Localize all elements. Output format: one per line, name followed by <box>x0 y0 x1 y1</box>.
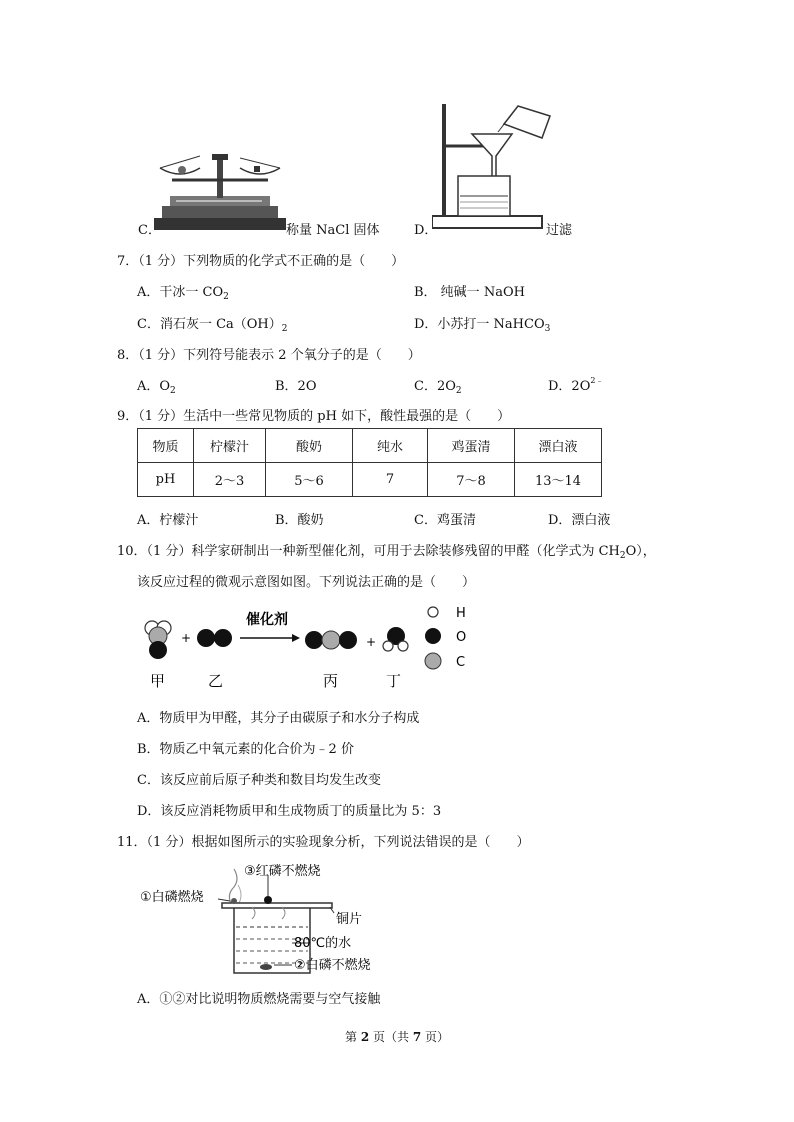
combustion-experiment-diagram <box>138 855 378 980</box>
q8-option-b: B．2O <box>275 379 317 394</box>
q7-option-a: A．干冰一 $CO_2$ <box>137 285 229 302</box>
ph-table-cell: 柠檬汁 <box>194 429 266 463</box>
label-copper-plate: 铜片 <box>336 912 363 927</box>
ph-table-cell: 纯水 <box>353 429 428 463</box>
ph-table-cell: 2～3 <box>194 463 266 497</box>
ph-table-cell: 漂白液 <box>515 429 602 463</box>
legend-c: C <box>456 655 466 670</box>
ph-table-cell: 物质 <box>138 429 194 463</box>
q10-stem-line1: 10．（1 分）科学家研制出一种新型催化剂，可用于去除装修残留的甲醛（化学式为 $CH_2O$）， <box>117 544 656 561</box>
q9-option-a: A．柠檬汁 <box>137 513 199 528</box>
q6-option-c-caption: 称量 NaCl 固体 <box>286 223 380 238</box>
ph-table-value-row <box>138 463 602 497</box>
plus-sign: + <box>366 635 377 649</box>
ph-table-cell: pH <box>138 463 194 497</box>
ph-table-cell: 5～6 <box>266 463 353 497</box>
ph-table-cell: 13～14 <box>515 463 602 497</box>
molecule-reaction-diagram <box>140 598 490 690</box>
q6-option-c-letter: C． <box>138 223 161 238</box>
q10-option-a: A．物质甲为甲醛，其分子由碳原子和水分子构成 <box>137 711 420 726</box>
q10-option-b: B．物质乙中氧元素的化合价为﹣2 价 <box>137 742 354 757</box>
legend-h: H <box>456 606 466 621</box>
q11-option-a: A．①②对比说明物质燃烧需要与空气接触 <box>137 992 381 1007</box>
filtration-image <box>432 104 562 232</box>
q10-option-d: D．该反应消耗物质甲和生成物质丁的质量比为 5：3 <box>137 804 442 819</box>
q6-option-d-caption: 过滤 <box>546 223 573 238</box>
ph-table-cell: 7 <box>353 463 428 497</box>
total-pages: 7 <box>412 1030 422 1044</box>
ph-table-cell: 酸奶 <box>266 429 353 463</box>
label-ding: 丁 <box>386 672 402 690</box>
q9-option-b: B．酸奶 <box>275 513 324 528</box>
label-jia: 甲 <box>150 672 166 690</box>
q7-option-d: D．小苏打一 NaHCO$_3$ <box>414 317 551 334</box>
q8-stem: 8．（1 分）下列符号能表示 2 个氧分子的是（ ） <box>117 348 421 363</box>
label-white-phosphorus-burning: ①白磷燃烧 <box>140 890 204 905</box>
label-yi: 乙 <box>208 672 224 690</box>
plus-sign: + <box>181 631 192 645</box>
ph-table-cell: 鸡蛋清 <box>428 429 515 463</box>
ph-table-cell: 7～8 <box>428 463 515 497</box>
catalyst-label: 催化剂 <box>246 612 288 628</box>
current-page: 2 <box>360 1030 370 1044</box>
ph-table <box>137 428 602 497</box>
q9-option-c: C．鸡蛋清 <box>414 513 476 528</box>
label-white-phosphorus-not-burning: ②白磷不燃烧 <box>294 958 371 973</box>
q11-stem: 11．（1 分）根据如图所示的实验现象分析，下列说法错误的是（ ） <box>117 835 530 850</box>
q10-stem-line2: 该反应过程的微观示意图如图。下列说法正确的是（ ） <box>137 575 476 590</box>
legend-o: O <box>456 630 467 645</box>
q8-option-a: A．$O_2$ <box>137 379 176 396</box>
q10-option-c: C．该反应前后原子种类和数目均发生改变 <box>137 773 381 788</box>
q8-option-c: C．$2O_2$ <box>414 379 462 396</box>
q7-option-b: B． 纯碱一 NaOH <box>414 285 525 300</box>
balance-image <box>150 148 290 238</box>
q9-stem: 9．（1 分）生活中一些常见物质的 pH 如下，酸性最强的是（ ） <box>117 409 511 424</box>
q6-option-d-letter: D． <box>414 223 438 238</box>
label-red-phosphorus-not-burning: ③红磷不燃烧 <box>244 864 321 879</box>
ph-table-header-row <box>138 429 602 463</box>
page-footer: 第 2 页（共 7 页） <box>344 1030 449 1044</box>
q7-option-c: C．消石灰一 $Ca(OH)_2$ <box>137 317 288 334</box>
q8-option-d: D．$2O^{2﹣}$ <box>548 376 604 394</box>
oxygen-atom-icon <box>149 641 167 659</box>
arrow-icon <box>292 634 300 642</box>
q7-stem: 7．（1 分）下列物质的化学式不正确的是（ ） <box>117 254 405 269</box>
label-hot-water: 80℃的水 <box>294 936 352 951</box>
q9-option-d: D．漂白液 <box>548 513 611 528</box>
label-bing: 丙 <box>323 672 339 690</box>
